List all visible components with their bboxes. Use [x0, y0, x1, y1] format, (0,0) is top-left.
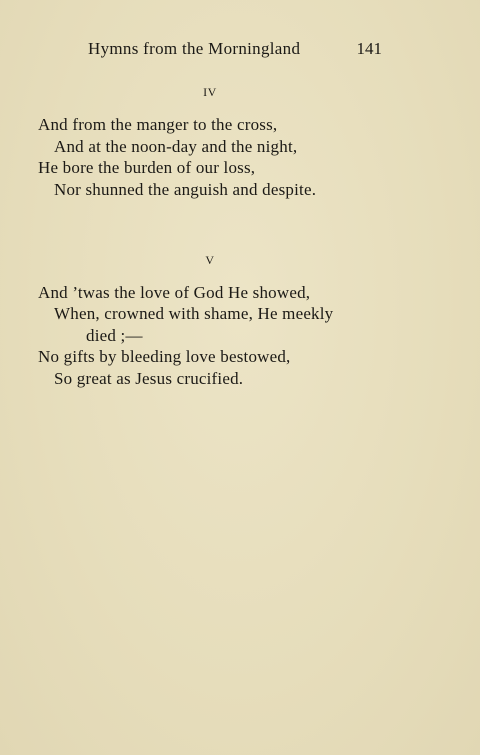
verse-line: He bore the burden of our loss,	[38, 158, 256, 177]
stanza-numeral: V	[205, 253, 215, 267]
verse-line: died ;—	[86, 326, 143, 345]
verse-line: And ’twas the love of God He showed,	[38, 283, 311, 302]
page-header	[88, 39, 382, 63]
verse-line: When, crowned with shame, He meekly	[54, 304, 334, 323]
verse-line: And from the manger to the cross,	[38, 115, 278, 134]
running-title: Hymns from the Morningland	[88, 39, 301, 58]
stanza-numeral: IV	[203, 85, 217, 99]
verse-line: No gifts by bleeding love bestowed,	[38, 347, 291, 366]
verse-line: And at the noon-day and the night,	[54, 137, 298, 156]
verse-line: So great as Jesus crucified.	[54, 369, 244, 388]
verse-line: Nor shunned the anguish and despite.	[54, 180, 317, 199]
page-number: 141	[356, 39, 382, 58]
